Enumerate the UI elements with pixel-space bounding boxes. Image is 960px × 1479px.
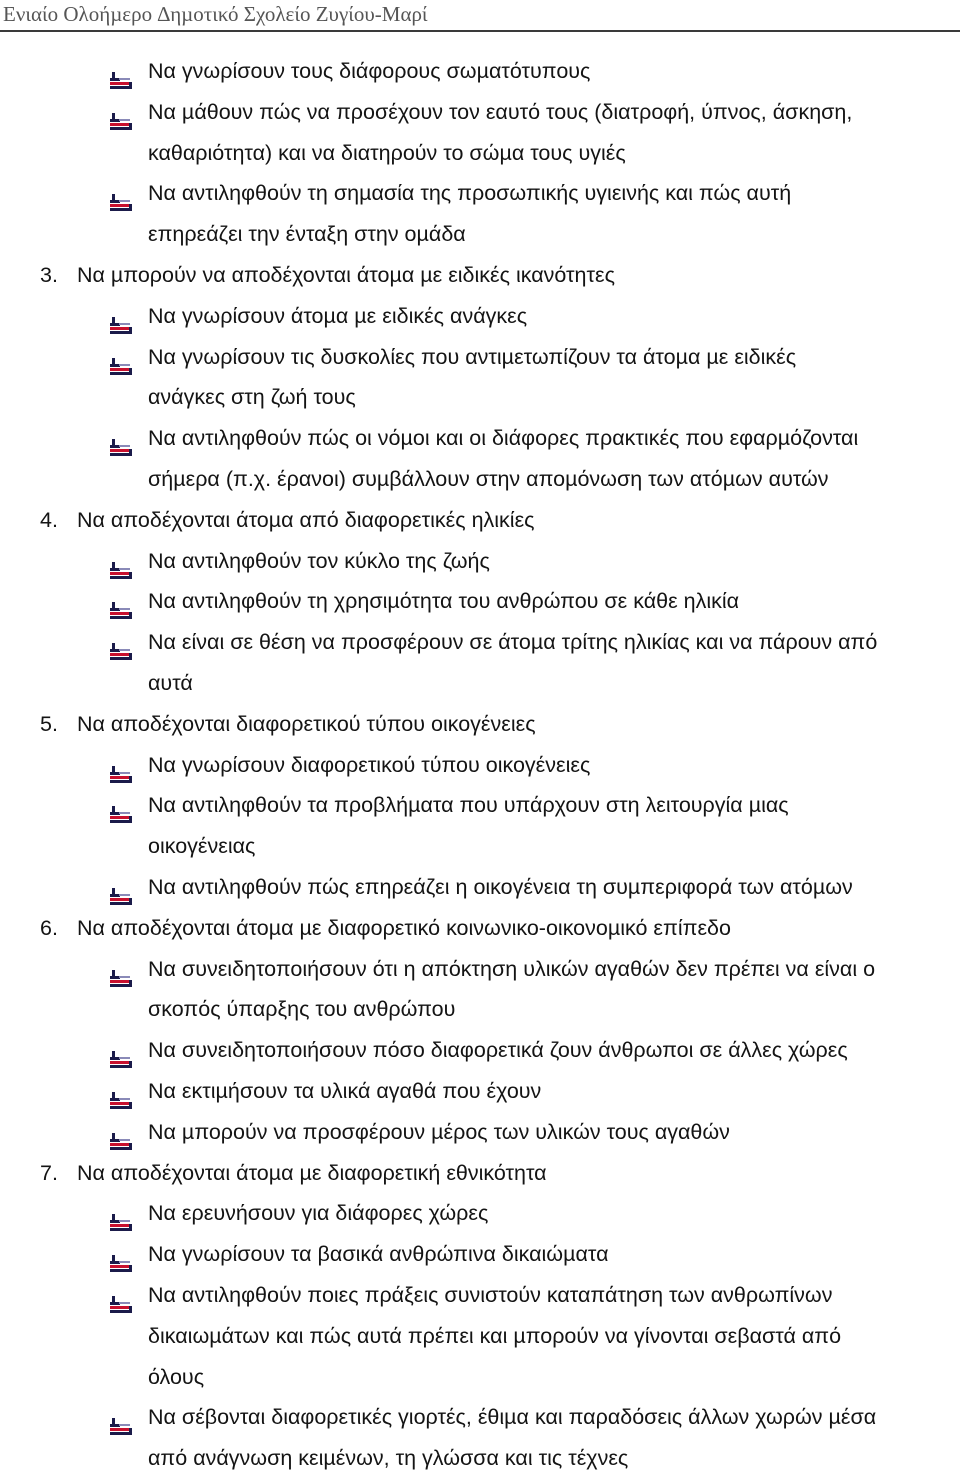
bullet-text: Να αντιληφθούν τη σηµασία της προσωπικής υγιεινής και πώς αυτή [148,181,792,206]
bullet-item [0,541,960,582]
bullet-text: Να γνωρίσουν τις δυσκολίες που αντιµετωπίζουν τα άτοµα µε ειδικές [148,344,797,369]
bullet-item [0,785,960,826]
bullet-arrow-icon [110,1124,132,1142]
bullet-text: επηρεάζει την ένταξη στην οµάδα [148,222,466,247]
bullet-text: Να γνωρίσουν τους διάφορους σωµατότυπους [148,59,591,83]
page-header [0,0,960,32]
section-number: 6. [40,915,58,940]
bullet-item [0,337,960,378]
bullet-text: Να συνειδητοποιήσουν ότι η απόκτηση υλικών αγαθών δεν πρέπει να είναι ο [148,956,876,981]
bullet-arrow-icon [110,797,132,815]
bullet-text: σήµερα (π.χ. έρανοι) συµβάλλουν στην αποµόνωση των ατόµων αυτών [148,466,829,491]
bullet-item [0,867,960,908]
bullet-arrow-icon [110,1042,132,1060]
bullet-text: Να γνωρίσουν τα βασικά ανθρώπινα δικαιώµατα [148,1242,609,1267]
bullet-text: Να είναι σε θέση να προσφέρουν σε άτοµα τρίτης ηλικίας και να πάρουν από [148,630,878,655]
section-number: 5. [40,711,58,736]
bullet-text: οικογένειας [148,834,256,859]
bullet-text: Να συνειδητοποιήσουν πόσο διαφορετικά ζουν άνθρωποι σε άλλες χώρες [148,1038,848,1063]
bullet-arrow-icon [110,757,132,775]
bullet-arrow-icon [110,553,132,571]
bullet-text: αυτά [148,670,193,695]
bullet-arrow-icon [110,1287,132,1305]
bullet-item-continuation [0,663,960,704]
bullet-item [0,1112,960,1153]
section-heading [0,704,960,745]
bullet-arrow-icon [110,104,132,122]
bullet-item [0,745,960,786]
bullet-item-continuation [0,989,960,1030]
bullet-arrow-icon [110,349,132,367]
bullet-item [0,51,960,92]
section-title: Να αποδέχονται άτοµα µε διαφορετικό κοινωνικο-οικονοµικό επίπεδο [77,915,731,940]
bullet-text: Να αντιληφθούν ποιες πράξεις συνιστούν καταπάτηση των ανθρωπίνων [148,1282,833,1307]
bullet-item [0,1030,960,1071]
section-title: Να µπορούν να αποδέχονται άτοµα µε ειδικές ικανότητες [77,262,615,287]
bullet-text: Να αντιληφθούν τη χρησιµότητα του ανθρώπου σε κάθε ηλικία [148,589,740,614]
section-number: 4. [40,507,58,532]
section-heading [0,1153,960,1194]
bullet-item [0,622,960,663]
bullet-text: Να µάθουν πώς να προσέχουν τον εαυτό τους (διατροφή, ύπνος, άσκηση, [148,99,853,124]
bullet-item [0,581,960,622]
bullet-text: από ανάγνωση κειµένων, τη γλώσσα και τις τέχνες [148,1446,629,1471]
bullet-item-continuation [0,1316,960,1357]
bullet-text: δικαιωµάτων και πώς αυτά πρέπει και µπορούν να γίνονται σεβαστά από [148,1323,842,1348]
bullet-text: Να αντιληφθούν πώς οι νόµοι και οι διάφορες πρακτικές που εφαρµόζονται [148,426,859,451]
bullet-item-continuation [0,214,960,255]
section-number: 7. [40,1160,58,1185]
section-heading [0,500,960,541]
bullet-text: καθαριότητα) και να διατηρούν το σώµα τους υγιές [148,140,626,165]
bullet-item [0,418,960,459]
bullet-item [0,296,960,337]
bullet-item-continuation [0,459,960,500]
bullet-text: Να αντιληφθούν τα προβλήµατα που υπάρχουν στη λειτουργία µιας [148,793,789,818]
bullet-item-continuation [0,133,960,174]
bullet-item [0,173,960,214]
section-title: Να αποδέχονται διαφορετικού τύπου οικογένειες [77,711,536,736]
bullet-text: ανάγκες στη ζωή τους [148,385,356,410]
bullet-item [0,1275,960,1316]
section-heading [0,908,960,949]
bullet-arrow-icon [110,185,132,203]
bullet-item [0,1071,960,1112]
bullet-text: Να αντιληφθούν τον κύκλο της ζωής [148,548,490,573]
bullet-text: όλους [148,1364,205,1389]
bullet-item-continuation [0,1438,960,1479]
page-title: Ενιαίο Ολοήµερο ∆ηµοτικό Σχολείο Ζυγίου-Μαρί [3,2,428,26]
bullet-arrow-icon [110,961,132,979]
bullet-text: Να µπορούν να προσφέρουν µέρος των υλικών τους αγαθών [148,1119,730,1144]
bullet-item [0,1193,960,1234]
bullet-text: Να γνωρίσουν διαφορετικού τύπου οικογένειες [148,752,591,777]
bullet-item-continuation [0,377,960,418]
bullet-item [0,949,960,990]
bullet-item-continuation [0,826,960,867]
bullet-text: Να ερευνήσουν για διάφορες χώρες [148,1201,489,1226]
bullet-item [0,1234,960,1275]
bullet-arrow-icon [110,879,132,897]
section-title: Να αποδέχονται άτοµα µε διαφορετική εθνικότητα [77,1160,547,1185]
bullet-arrow-icon [110,308,132,326]
section-title: Να αποδέχονται άτοµα από διαφορετικές ηλικίες [77,507,535,532]
bullet-arrow-icon [110,63,132,81]
bullet-text: Να γνωρίσουν άτοµα µε ειδικές ανάγκες [148,303,528,328]
bullet-arrow-icon [110,1409,132,1427]
bullet-arrow-icon [110,634,132,652]
bullet-item [0,1397,960,1438]
bullet-arrow-icon [110,1205,132,1223]
bullet-item-continuation [0,1357,960,1398]
bullet-arrow-icon [110,1246,132,1264]
bullet-arrow-icon [110,1083,132,1101]
section-heading [0,255,960,296]
bullet-text: Να αντιληφθούν πώς επηρεάζει η οικογένεια τη συµπεριφορά των ατόµων [148,874,853,899]
section-number: 3. [40,262,58,287]
bullet-text: σκοπός ύπαρξης του ανθρώπου [148,997,456,1022]
bullet-item [0,92,960,133]
bullet-text: Να σέβονται διαφορετικές γιορτές, έθιµα και παραδόσεις άλλων χωρών µέσα [148,1405,877,1430]
bullet-arrow-icon [110,430,132,448]
document-body [0,51,960,1479]
bullet-arrow-icon [110,593,132,611]
bullet-text: Να εκτιµήσουν τα υλικά αγαθά που έχουν [148,1078,542,1103]
